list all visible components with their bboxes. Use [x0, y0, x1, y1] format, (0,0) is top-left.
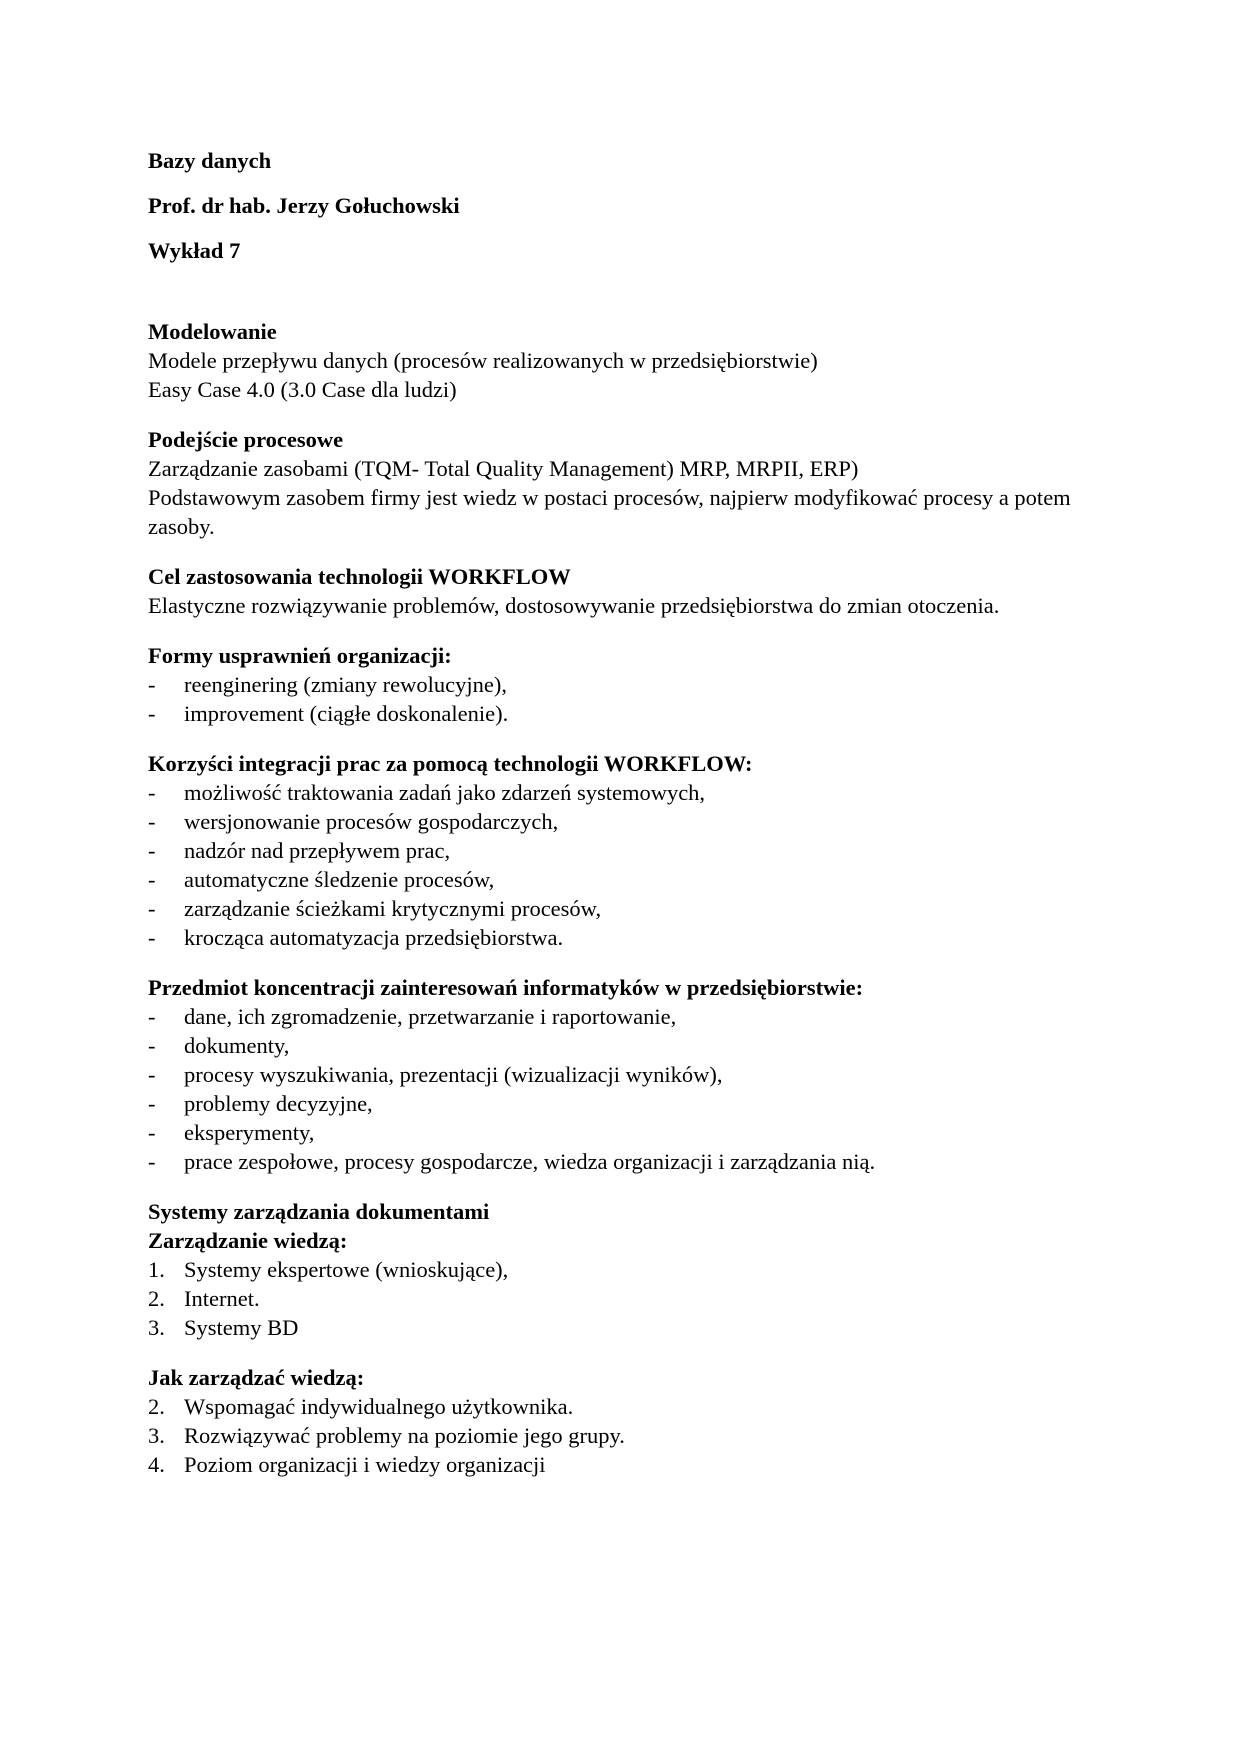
list-item — [148, 670, 1092, 699]
dash-list — [148, 778, 1092, 952]
dash-marker: - — [148, 1091, 156, 1116]
numbered-list — [148, 1392, 1092, 1479]
lecture-number: Wykład 7 — [148, 238, 241, 263]
dash-marker: - — [148, 1062, 156, 1087]
section-podejscie — [148, 425, 1092, 541]
section-howto — [148, 1363, 1092, 1479]
dash-marker: - — [148, 1033, 156, 1058]
section-modelowanie — [148, 317, 1092, 404]
list-item-text: nadzór nad przepływem prac, — [184, 838, 451, 863]
section-title-focus: Przedmiot koncentracji zainteresowań informatyków w przedsiębiorstwie: — [148, 975, 864, 1000]
list-number: 2. — [148, 1394, 165, 1419]
course-title: Bazy danych — [148, 148, 272, 173]
dash-marker: - — [148, 809, 156, 834]
list-item — [148, 1089, 1092, 1118]
dash-marker: - — [148, 1149, 156, 1174]
list-item — [148, 807, 1092, 836]
list-item-text: Systemy ekspertowe (wnioskujące), — [184, 1257, 509, 1282]
section-title-podejscie: Podejście procesowe — [148, 427, 344, 452]
section-benefits — [148, 749, 1092, 952]
list-item-text: prace zespołowe, procesy gospodarcze, wiedza organizacji i zarządzania nią. — [184, 1149, 876, 1174]
section-line: Easy Case 4.0 (3.0 Case dla ludzi) — [148, 377, 457, 402]
section-title-workflow-goal: Cel zastosowania technologii WORKFLOW — [148, 564, 571, 589]
list-number: 3. — [148, 1315, 165, 1340]
lecturer-name: Prof. dr hab. Jerzy Gołuchowski — [148, 193, 460, 218]
list-item — [148, 865, 1092, 894]
list-item — [148, 1284, 1092, 1313]
section-subtitle-knowledge: Zarządzanie wiedzą: — [148, 1228, 348, 1253]
list-item-text: krocząca automatyzacja przedsiębiorstwa. — [184, 925, 564, 950]
list-item-text: automatyczne śledzenie procesów, — [184, 867, 495, 892]
dash-marker: - — [148, 1004, 156, 1029]
dash-marker: - — [148, 896, 156, 921]
list-item — [148, 1421, 1092, 1450]
dash-marker: - — [148, 867, 156, 892]
dash-marker: - — [148, 701, 156, 726]
list-item-text: Poziom organizacji i wiedzy organizacji — [184, 1452, 546, 1477]
section-focus — [148, 973, 1092, 1176]
list-item-text: możliwość traktowania zadań jako zdarzeń systemowych, — [184, 780, 706, 805]
list-item — [148, 1031, 1092, 1060]
section-line: Modele przepływu danych (procesów realizowanych w przedsiębiorstwie) — [148, 348, 818, 373]
dash-list — [148, 670, 1092, 728]
dash-list — [148, 1002, 1092, 1176]
list-item — [148, 836, 1092, 865]
section-workflow-goal — [148, 562, 1092, 620]
list-item — [148, 1255, 1092, 1284]
section-title-modelowanie: Modelowanie — [148, 319, 277, 344]
numbered-list — [148, 1255, 1092, 1342]
dash-marker: - — [148, 780, 156, 805]
list-item — [148, 1002, 1092, 1031]
list-item — [148, 1313, 1092, 1342]
list-item-text: procesy wyszukiwania, prezentacji (wizualizacji wyników), — [184, 1062, 723, 1087]
list-item-text: eksperymenty, — [184, 1120, 315, 1145]
list-item-text: problemy decyzyjne, — [184, 1091, 373, 1116]
list-number: 4. — [148, 1452, 165, 1477]
list-item — [148, 699, 1092, 728]
section-title-howto: Jak zarządzać wiedzą: — [148, 1365, 365, 1390]
list-item-text: Systemy BD — [184, 1315, 299, 1340]
dash-marker: - — [148, 838, 156, 863]
dash-marker: - — [148, 672, 156, 697]
dash-marker: - — [148, 1120, 156, 1145]
list-number: 3. — [148, 1423, 165, 1448]
list-item — [148, 1392, 1092, 1421]
section-docsystems — [148, 1197, 1092, 1342]
list-item-text: Wspomagać indywidualnego użytkownika. — [184, 1394, 574, 1419]
list-item — [148, 923, 1092, 952]
list-item — [148, 1060, 1092, 1089]
list-item — [148, 1118, 1092, 1147]
list-item — [148, 1147, 1092, 1176]
list-item-text: dokumenty, — [184, 1033, 290, 1058]
section-line: Podstawowym zasobem firmy jest wiedz w postaci procesów, najpierw modyfikować procesy a potem zasoby. — [148, 485, 1071, 539]
list-number: 2. — [148, 1286, 165, 1311]
section-title-benefits: Korzyści integracji prac za pomocą technologii WORKFLOW: — [148, 751, 753, 776]
list-number: 1. — [148, 1257, 165, 1282]
list-item-text: zarządzanie ścieżkami krytycznymi procesów, — [184, 896, 602, 921]
dash-marker: - — [148, 925, 156, 950]
list-item — [148, 894, 1092, 923]
section-title-docsystems: Systemy zarządzania dokumentami — [148, 1199, 490, 1224]
section-line: Zarządzanie zasobami (TQM- Total Quality Management) MRP, MRPII, ERP) — [148, 456, 859, 481]
section-paragraph: Elastyczne rozwiązywanie problemów, dostosowywanie przedsiębiorstwa do zmian otoczenia. — [148, 593, 1000, 618]
list-item-text: dane, ich zgromadzenie, przetwarzanie i raportowanie, — [184, 1004, 677, 1029]
section-title-forms: Formy usprawnień organizacji: — [148, 643, 452, 668]
list-item-text: reenginering (zmiany rewolucyjne), — [184, 672, 507, 697]
list-item-text: wersjonowanie procesów gospodarczych, — [184, 809, 559, 834]
list-item — [148, 1450, 1092, 1479]
list-item-text: Rozwiązywać problemy na poziomie jego grupy. — [184, 1423, 625, 1448]
list-item-text: improvement (ciągłe doskonalenie). — [184, 701, 509, 726]
section-forms — [148, 641, 1092, 728]
list-item — [148, 778, 1092, 807]
list-item-text: Internet. — [184, 1286, 260, 1311]
